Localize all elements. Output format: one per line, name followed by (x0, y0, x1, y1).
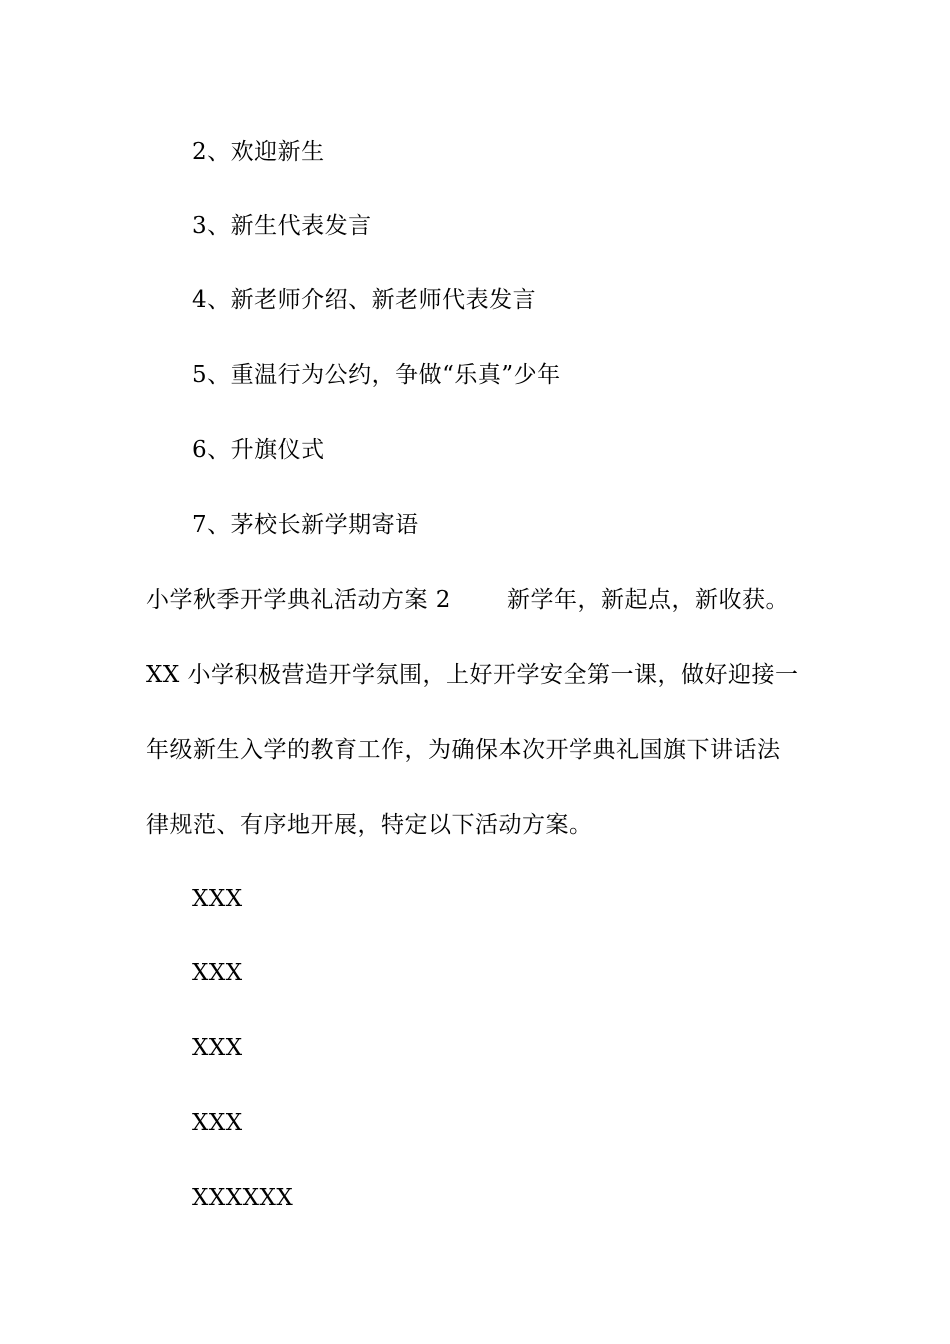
placeholder-line: XXX (192, 1110, 243, 1136)
paragraph-line: 年级新生入学的教育工作，为确保本次开学典礼国旗下讲话法 (146, 737, 781, 763)
agenda-item: 4、新老师介绍、新老师代表发言 (192, 287, 537, 313)
agenda-item: 5、重温行为公约，争做“乐真”少年 (192, 362, 561, 388)
agenda-item: 3、新生代表发言 (192, 213, 372, 239)
agenda-item: 2、欢迎新生 (192, 139, 325, 165)
placeholder-line: XXX (192, 886, 243, 912)
agenda-item: 6、升旗仪式 (192, 437, 325, 463)
placeholder-line: XXX (192, 960, 243, 986)
paragraph-line: 律规范、有序地开展，特定以下活动方案。 (146, 812, 593, 838)
section-title: 小学秋季开学典礼活动方案 2 (146, 587, 451, 613)
placeholder-line: XXXXXX (192, 1185, 294, 1211)
intro-sentence: 新学年，新起点，新收获。 (506, 587, 789, 613)
section-heading-line (146, 585, 789, 615)
agenda-item: 7、茅校长新学期寄语 (192, 512, 419, 538)
placeholder-line: XXX (192, 1035, 243, 1061)
paragraph-line: XX 小学积极营造开学氛围，上好开学安全第一课，做好迎接一 (146, 662, 799, 688)
